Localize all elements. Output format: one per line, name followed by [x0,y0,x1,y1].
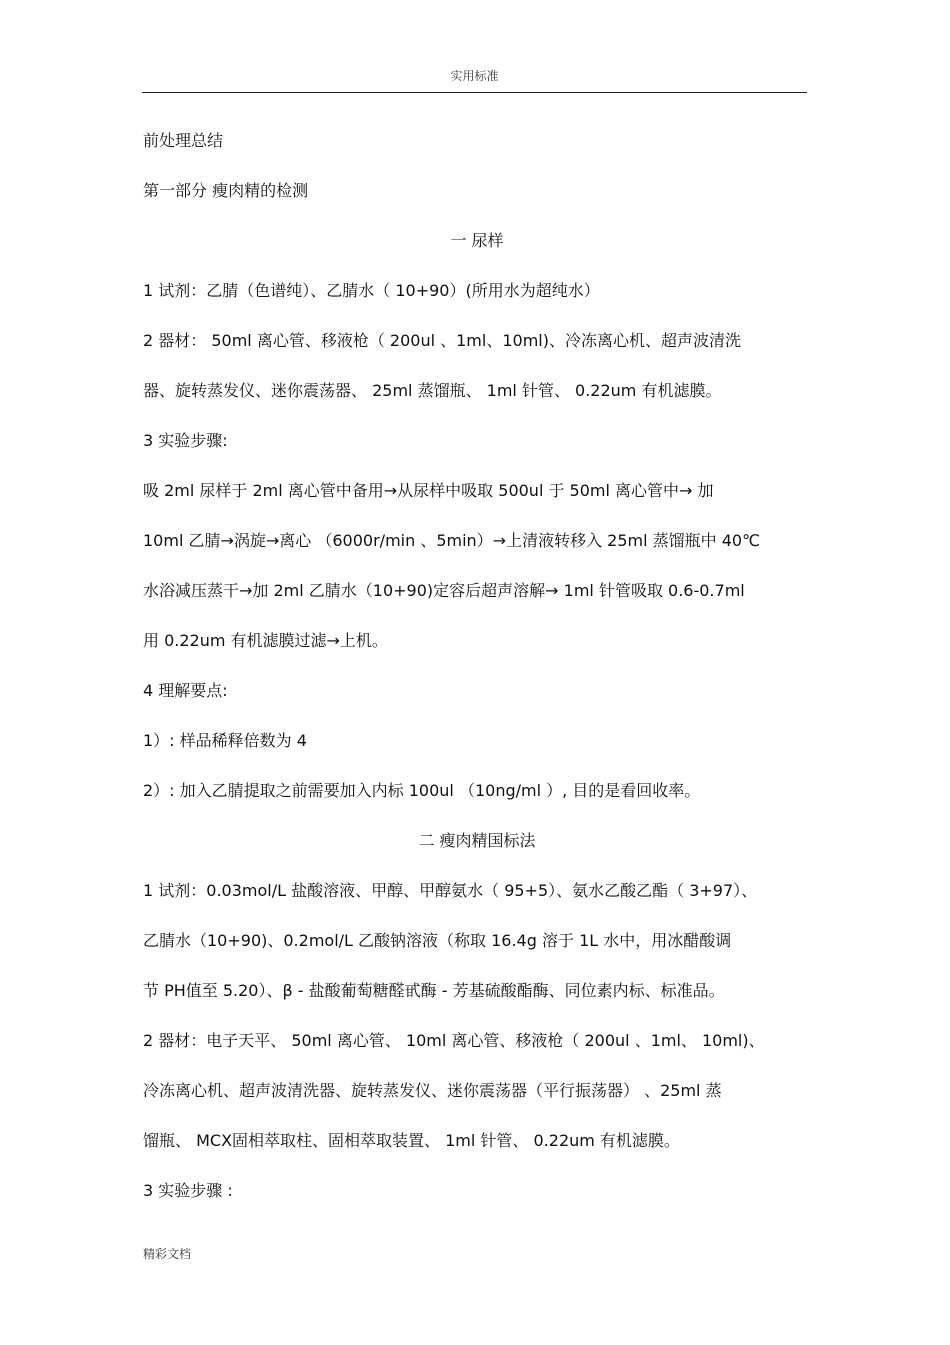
section-heading-urine: 一 尿样 [450,231,504,250]
steps-label: 3 实验步骤: [143,431,228,450]
point-1: 1）: 样品稀释倍数为 4 [143,731,307,750]
document-title: 前处理总结 [143,131,224,150]
steps-line-1: 吸 2ml 尿样于 2ml 离心管中备用→从尿样中吸取 500ul 于 50ml 离心管中→ 加 [143,481,714,500]
points-label: 4 理解要点: [143,681,228,700]
section-heading-standard: 二 瘦肉精国标法 [418,831,536,850]
reagents-line-3: 节 PH值至 5.20）、β - 盐酸葡萄糖醛甙酶 - 芳基硫酸酯酶、同位素内标、标准品。 [143,981,725,1000]
part-heading: 第一部分 瘦肉精的检测 [143,181,309,200]
steps-line-4: 用 0.22um 有机滤膜过滤→上机。 [143,631,388,650]
equipment-line-2b: 冷冻离心机、超声波清洗器、旋转蒸发仪、迷你震荡器（平行振荡器） 、25ml 蒸 [143,1081,722,1100]
steps-label-2: 3 实验步骤 : [143,1181,233,1200]
header-title: 实用标准 [450,69,499,83]
equipment-line-1b: 2 器材：电子天平、 50ml 离心管、 10ml 离心管、移液枪（ 200ul 、1ml、 10ml)、 [143,1031,765,1050]
steps-line-2: 10ml 乙腈→涡旋→离心 （6000r/min 、5min）→上清液转移入 25ml 蒸馏瓶中 40℃ [143,531,761,550]
steps-line-3: 水浴减压蒸干→加 2ml 乙腈水（10+90)定容后超声溶解→ 1ml 针管吸取 0.6-0.7ml [143,581,745,600]
equipment-line-1: 2 器材： 50ml 离心管、移液枪（ 200ul 、1ml、10ml)、冷冻离心机、超声波清洗 [143,331,741,350]
equipment-line-3b: 馏瓶、 MCX固相萃取柱、固相萃取装置、 1ml 针管、 0.22um 有机滤膜。 [143,1131,680,1150]
equipment-line-2: 器、旋转蒸发仪、迷你震荡器、 25ml 蒸馏瓶、 1ml 针管、 0.22um 有机滤膜。 [143,381,722,400]
reagents-line-2: 乙腈水（10+90)、0.2mol/L 乙酸钠溶液（称取 16.4g 溶于 1L 水中，用冰醋酸调 [143,931,732,950]
reagents-line: 1 试剂：乙腈（色谱纯）、乙腈水（ 10+90）(所用水为超纯水） [143,281,600,300]
page-footer: 精彩文档 [143,1247,192,1261]
page-header [142,62,807,93]
reagents-line-1: 1 试剂：0.03mol/L 盐酸溶液、甲醇、甲醇氨水（ 95+5）、氨水乙酸乙酯（ 3+97）、 [143,881,758,900]
point-2: 2）: 加入乙腈提取之前需要加入内标 100ul （10ng/ml ）, 目的是看回收率。 [143,781,701,800]
